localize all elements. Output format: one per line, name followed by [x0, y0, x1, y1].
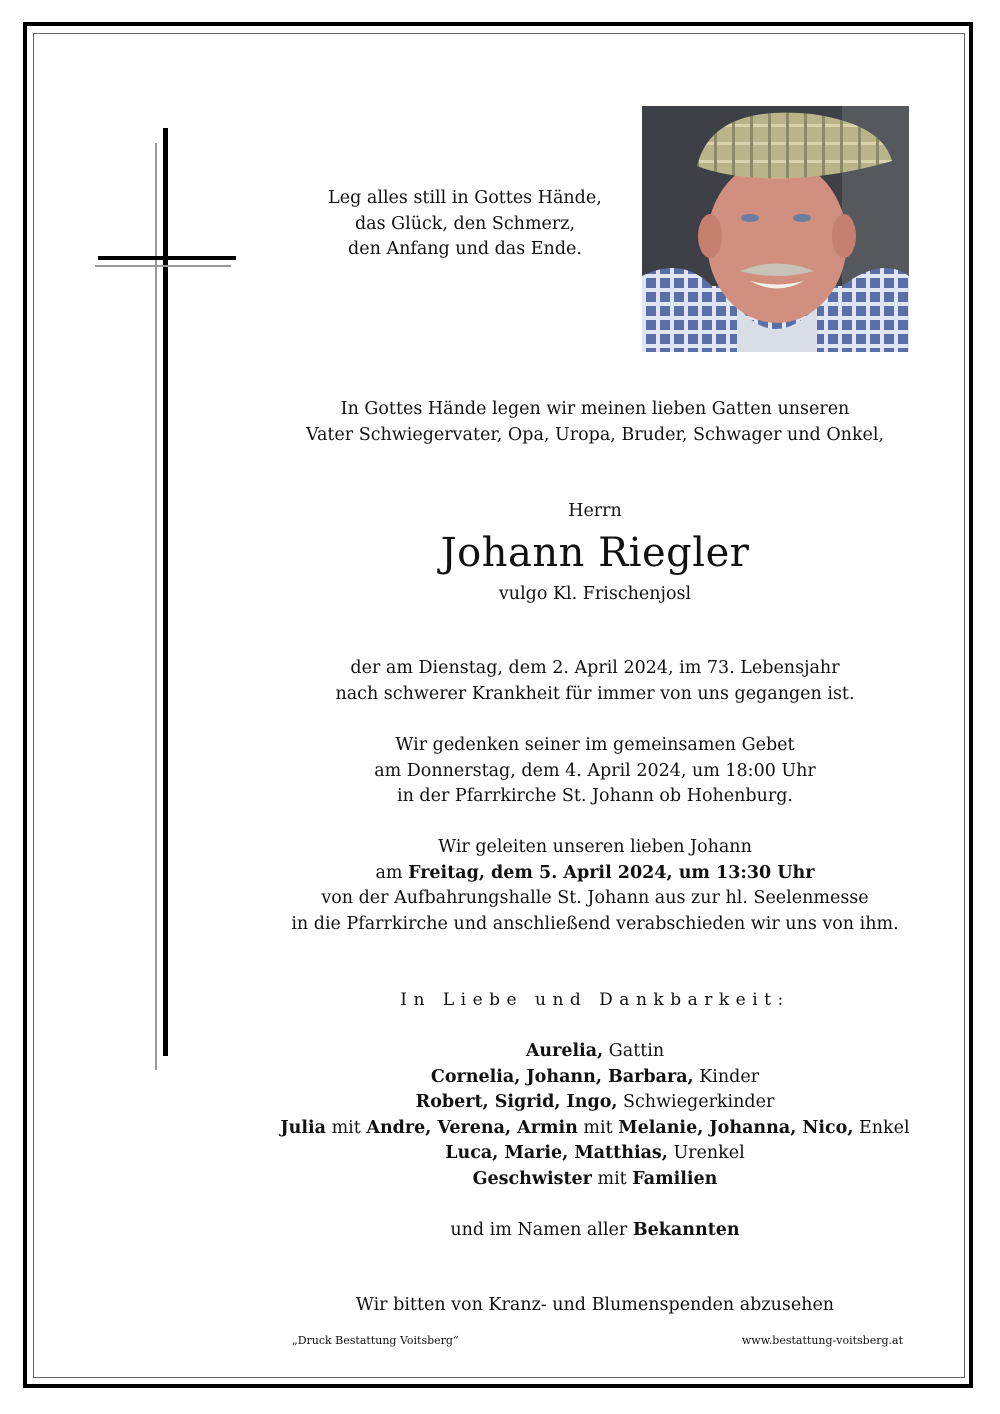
footer-printer: „Druck Bestattung Voitsberg“ [292, 1334, 459, 1347]
salutation: Herrn [568, 501, 622, 521]
funeral-line: in die Pfarrkirche und anschließend verabschieden wir uns von ihm. [291, 913, 899, 934]
cross-vertical-shadow [155, 143, 157, 1070]
mourner-relation: Urenkel [667, 1143, 745, 1163]
mourner-row [280, 1141, 910, 1167]
mourner-names: Melanie, Johanna, Nico, [618, 1117, 854, 1138]
mourner-row [280, 1090, 910, 1116]
prayer-notice [280, 733, 910, 810]
funeral-line: von der Aufbahrungshalle St. Johann aus zur hl. Seelenmesse [321, 888, 869, 908]
mourner-names: Robert, Sigrid, Ingo, [415, 1092, 618, 1112]
cross-vertical-beam [163, 128, 168, 1056]
mourner-names: Julia [280, 1117, 327, 1138]
funeral-date: Freitag, dem 5. April 2024, um 13:30 Uhr [408, 862, 815, 883]
mourner-names: Familien [632, 1168, 718, 1189]
intro-line: In Gottes Hände legen wir meinen lieben Gatten unseren [340, 399, 850, 419]
mourner-names: Cornelia, Johann, Barbara, [430, 1066, 694, 1087]
mourner-names: Andre, Verena, Armin [366, 1117, 578, 1138]
acquaintances-prefix: und im Namen aller [450, 1220, 633, 1240]
funeral-notice [280, 835, 910, 937]
mourner-relation: Gattin [603, 1041, 665, 1061]
death-notice [280, 656, 910, 707]
funeral-date-line [280, 861, 910, 887]
verse-line: das Glück, den Schmerz, [354, 213, 576, 234]
alias: vulgo Kl. Frischenjosl [498, 584, 692, 604]
cross-horizontal-shadow [95, 265, 231, 267]
flower-request: Wir bitten von Kranz- und Blumenspenden abzusehen [355, 1295, 835, 1315]
mourner-row [280, 1039, 910, 1065]
intro-text [280, 397, 910, 448]
verse-line: Leg alles still in Gottes Hände, [328, 188, 602, 208]
verse-line: den Anfang und das Ende. [348, 239, 582, 259]
mourner-names: Geschwister [472, 1168, 592, 1189]
intro-line: Vater Schwiegervater, Opa, Uropa, Bruder, Schwager und Onkel, [305, 424, 885, 445]
death-notice-line: der am Dienstag, dem 2. April 2024, im 73. Lebensjahr [350, 658, 840, 678]
prayer-line: Wir gedenken seiner im gemeinsamen Gebet [395, 735, 795, 755]
death-notice-line: nach schwerer Krankheit für immer von uns gegangen ist. [335, 683, 855, 704]
mourners-list [280, 1039, 910, 1192]
prayer-line: in der Pfarrkirche St. Johann ob Hohenburg. [397, 786, 793, 806]
funeral-line: Wir geleiten unseren lieben Johann [438, 837, 752, 857]
mourner-connector: mit [577, 1117, 619, 1138]
mourner-row [280, 1065, 910, 1091]
mourner-names: Aurelia, [525, 1041, 604, 1061]
mourner-names: Luca, Marie, Matthias, [445, 1143, 668, 1163]
mourner-connector: mit [326, 1117, 367, 1138]
acquaintances-line [280, 1218, 910, 1244]
deceased-name: Johann Riegler [440, 530, 750, 576]
footer-website: www.bestattung-voitsberg.at [741, 1334, 903, 1347]
cross-horizontal-beam [98, 256, 236, 260]
mourner-relation: Schwiegerkinder [617, 1092, 775, 1112]
mourner-row [280, 1116, 910, 1142]
mourner-row [280, 1167, 910, 1193]
prayer-line: am Donnerstag, dem 4. April 2024, um 18:00 Uhr [374, 760, 816, 781]
funeral-date-prefix: am [375, 862, 409, 883]
mourner-relation: Enkel [853, 1117, 910, 1138]
acquaintances-bold: Bekannten [632, 1220, 740, 1240]
mourner-connector: mit [591, 1168, 633, 1189]
portrait-photo [642, 106, 909, 352]
mourner-relation: Kinder [693, 1066, 760, 1087]
gratitude-heading: In Liebe und Dankbarkeit: [400, 990, 790, 1010]
verse [300, 186, 630, 263]
